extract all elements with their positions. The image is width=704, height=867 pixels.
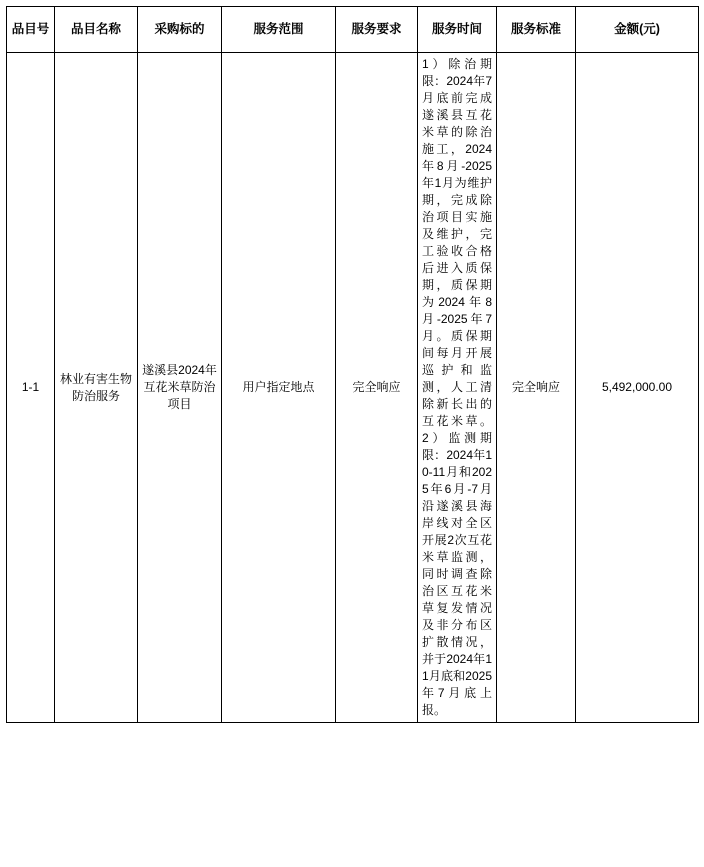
column-header-procurement-target: 采购标的	[138, 7, 222, 53]
cell-service-requirement: 完全响应	[336, 53, 418, 723]
procurement-table	[6, 6, 699, 723]
service-time-text: 1）除治期限：2024年7月底前完成遂溪县互花米草的除治施工，2024年8月-2025年1月为维护期，完成除治项目实施及维护，完工验收合格后进入质保期，质保期为2024年8月-2025年7月。质保期间每月开展巡护和监测，人工清除新长出的互花米草。2）监测期限：2024年10-11月和2025年6月-7月沿遂溪县海岸线对全区开展2次互花米草监测，同时调查除治区互花米草复发情况及非分布区扩散情况，并于2024年11月底和2025年7月底上报。	[422, 57, 492, 717]
table-row	[7, 53, 699, 723]
cell-item-name: 林业有害生物防治服务	[55, 53, 138, 723]
cell-amount: 5,492,000.00	[576, 53, 699, 723]
column-header-amount: 金额(元)	[576, 7, 699, 53]
cell-service-standard: 完全响应	[497, 53, 576, 723]
column-header-item-no: 品目号	[7, 7, 55, 53]
cell-service-time	[418, 53, 497, 723]
column-header-service-requirement: 服务要求	[336, 7, 418, 53]
cell-item-no: 1-1	[7, 53, 55, 723]
column-header-item-name: 品目名称	[55, 7, 138, 53]
column-header-service-scope: 服务范围	[222, 7, 336, 53]
cell-procurement-target: 遂溪县2024年互花米草防治项目	[138, 53, 222, 723]
table-header-row	[7, 7, 699, 53]
column-header-service-standard: 服务标准	[497, 7, 576, 53]
cell-service-scope: 用户指定地点	[222, 53, 336, 723]
column-header-service-time: 服务时间	[418, 7, 497, 53]
